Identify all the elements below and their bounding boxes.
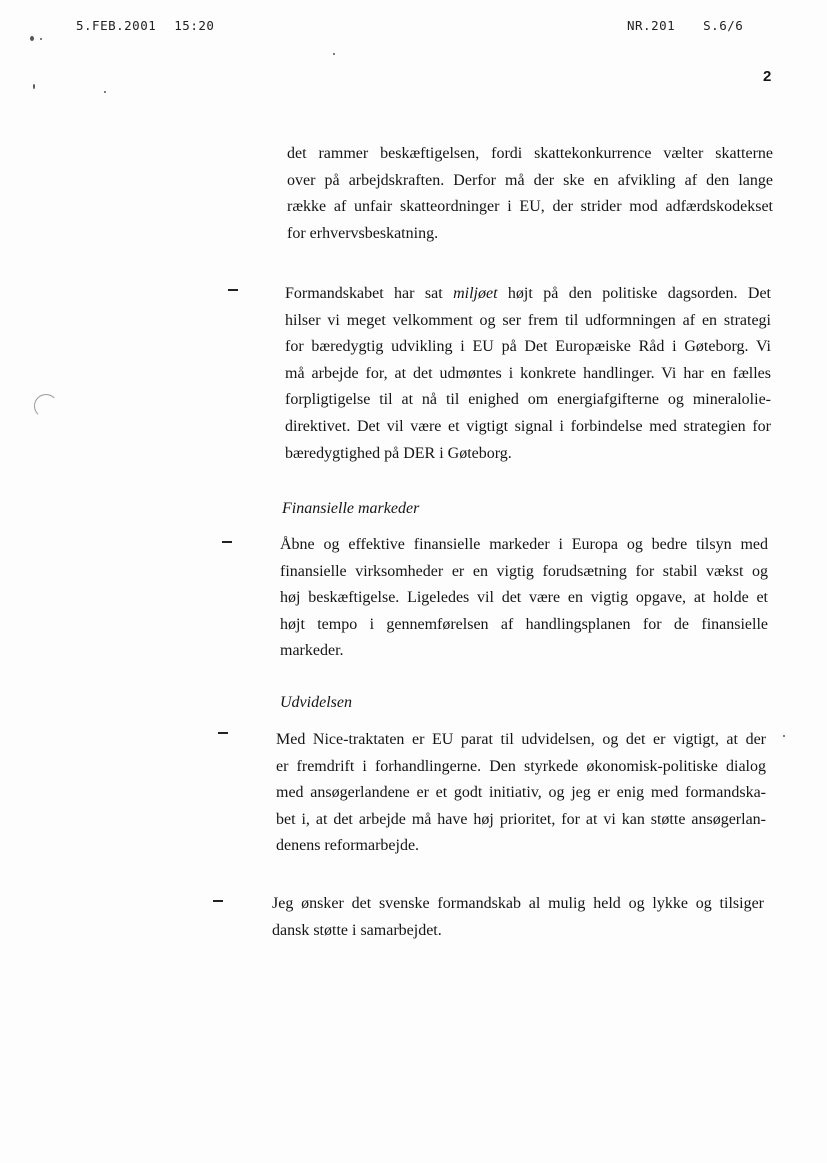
- scan-speck: [333, 53, 335, 55]
- section-heading-udvidelsen: Udvidelsen: [280, 694, 352, 711]
- text-line: finansielle virksomheder er en vigtig forudsætning for stabil vækst og: [280, 562, 768, 580]
- fax-number: NR.201: [627, 18, 676, 33]
- text-line: for erhvervsbeskatning.: [287, 224, 439, 242]
- text-line: Jeg ønsker det svenske formandskab al mulig held og lykke og tilsiger: [272, 895, 764, 912]
- text-line: det rammer beskæftigelsen, fordi skattekonkurrence vælter skatterne: [287, 145, 773, 162]
- text-line: række af unfair skatteordninger i EU, der strider mod adfærdskodekset: [287, 198, 773, 216]
- section-heading-finansielle-markeder: Finansielle markeder: [282, 500, 420, 517]
- text-line: denens reformarbejde.: [276, 837, 420, 855]
- text-line: hilser vi meget velkomment og ser frem til udformningen af en strategi: [285, 311, 771, 329]
- fax-header-right: [627, 18, 743, 33]
- text-line: direktivet. Det vil være et vigtigt signal i forbindelse med strategien for: [285, 417, 771, 435]
- fax-time: 15:20: [174, 18, 215, 33]
- text-line: for bæredygtig udvikling i EU på Det Europæiske Råd i Gøteborg. Vi: [285, 338, 771, 356]
- text-line: Med Nice-traktaten er EU parat til udvidelsen, og det er vigtigt, at der: [276, 731, 766, 748]
- paragraph-1: [287, 141, 773, 247]
- scan-speck: [783, 735, 785, 737]
- text-line: dansk støtte i samarbejdet.: [272, 921, 442, 939]
- text-line: over på arbejdskraften. Derfor må der ske en afvikling af den lange: [287, 171, 773, 189]
- text-fragment: højt på den politiske dagsorden. Det: [497, 285, 772, 302]
- scan-speck: [33, 84, 35, 89]
- bullet-dash: [218, 732, 228, 734]
- emphasis-miljoet: miljøet: [453, 285, 498, 302]
- text-line: højt tempo i gennemførelsen af handlingsplanen for de finansielle: [280, 615, 768, 633]
- fax-header-left: [76, 18, 214, 33]
- text-line: markeder.: [280, 642, 344, 660]
- scan-speck: [30, 36, 34, 41]
- text-line: [285, 281, 771, 308]
- text-line: høj beskæftigelse. Ligeledes vil det være en vigtig opgave, at holde et: [280, 589, 768, 607]
- fax-page: S.6/6: [703, 18, 744, 33]
- text-line: bæredygtighed på DER i Gøteborg.: [285, 444, 512, 462]
- text-fragment: Formandskabet har sat: [285, 285, 454, 302]
- text-line: Åbne og effektive finansielle markeder i Europa og bedre tilsyn med: [280, 536, 768, 553]
- paragraph-3: [280, 532, 768, 665]
- paragraph-2: [285, 281, 771, 467]
- scan-speck: [40, 38, 42, 40]
- text-line: forpligtigelse til at nå til enighed om energiafgifterne og mineralolie-: [285, 391, 771, 409]
- text-line: bet i, at det arbejde må have høj prioritet, for at vi kan støtte ansøgerlan-: [276, 810, 766, 828]
- text-line: med ansøgerlandene er et godt initiativ, og jeg er enig med formandska-: [276, 784, 766, 802]
- page-number: 2: [763, 68, 772, 85]
- paragraph-4: [276, 727, 766, 860]
- bullet-dash: [213, 900, 223, 902]
- punch-hole-mark: [34, 394, 58, 418]
- bullet-dash: [222, 541, 232, 543]
- bullet-dash: [228, 289, 238, 291]
- scan-speck: [104, 91, 106, 93]
- paragraph-5: [272, 891, 764, 944]
- fax-date: 5.FEB.2001: [76, 18, 157, 33]
- text-line: må arbejde for, at det udmøntes i konkrete handlinger. Vi har en fælles: [285, 364, 771, 382]
- text-line: er fremdrift i forhandlingerne. Den styrkede økonomisk-politiske dialog: [276, 757, 766, 775]
